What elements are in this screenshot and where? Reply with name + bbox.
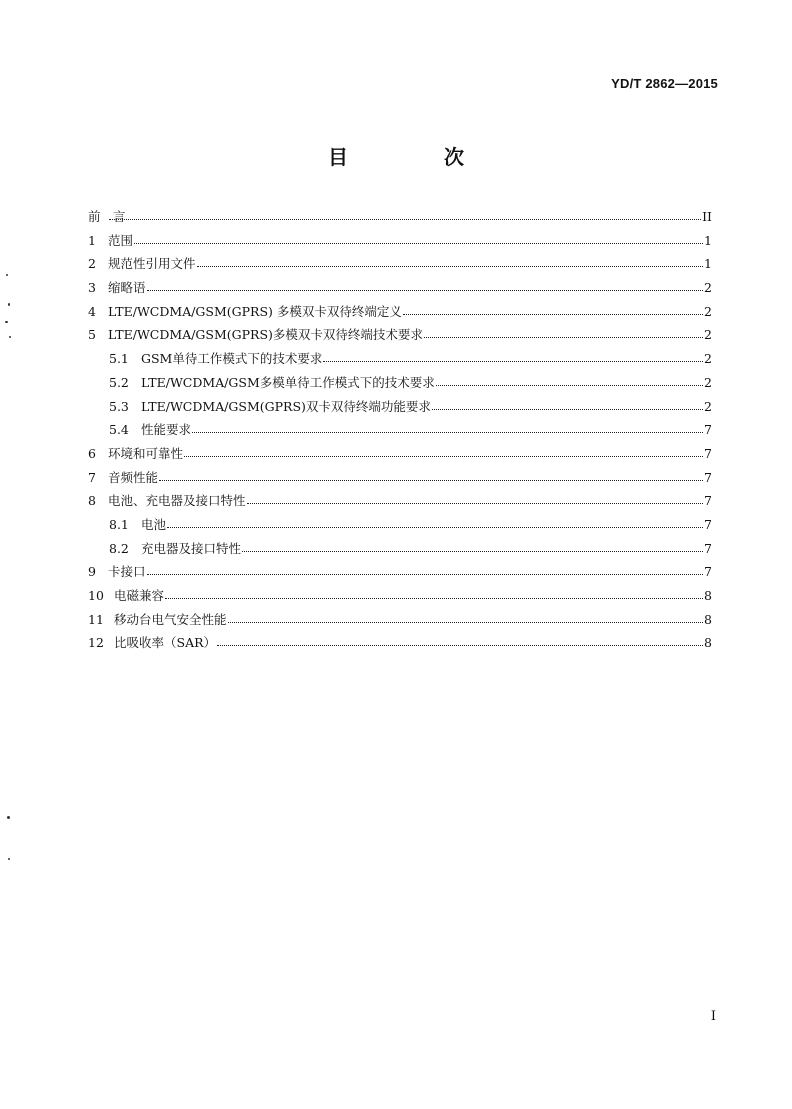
toc-entry-label: 环境和可靠性 — [108, 445, 184, 461]
toc-entry[interactable] — [88, 610, 712, 634]
toc-entry-page: 2 — [704, 327, 712, 343]
dot-leader — [247, 494, 703, 504]
toc-entry-number: 2 — [88, 256, 96, 272]
toc-entry-label: LTE/WCDMA/GSM多模单待工作模式下的技术要求 — [141, 374, 435, 390]
dot-leader — [147, 565, 703, 575]
toc-entry-number: 7 — [88, 469, 96, 485]
scan-speck — [6, 274, 8, 276]
toc-entry-label: LTE/WCDMA/GSM(GPRS) 多模双卡双待终端定义 — [108, 303, 402, 319]
toc-entry[interactable] — [88, 325, 712, 349]
toc-entry-label: 比吸收率（SAR） — [114, 635, 217, 651]
toc-entry[interactable] — [88, 515, 712, 539]
toc-entry-page: 1 — [704, 256, 712, 272]
toc-entry-label: GSM单待工作模式下的技术要求 — [141, 351, 323, 367]
toc-entry[interactable] — [88, 420, 712, 444]
toc-entry-label: 范围 — [108, 232, 134, 248]
toc-entry-page: 2 — [704, 280, 712, 296]
toc-entry-page: 8 — [704, 611, 712, 627]
toc-entry-page: 2 — [704, 398, 712, 414]
toc-entry-number: 5.3 — [109, 398, 129, 414]
dot-leader — [228, 613, 703, 623]
toc-entry[interactable] — [88, 302, 712, 326]
toc-entry-number: 8.2 — [109, 540, 129, 556]
toc-entry[interactable] — [88, 468, 712, 492]
toc-entry-number: 9 — [88, 564, 96, 580]
toc-entry-label: 电池、充电器及接口特性 — [108, 493, 246, 509]
toc-entry[interactable] — [88, 397, 712, 421]
toc-entry-number: 5.2 — [109, 374, 129, 390]
toc-entry-page: 7 — [704, 516, 712, 532]
scan-speck — [9, 336, 11, 338]
dot-leader — [159, 471, 703, 481]
toc-entry[interactable] — [88, 278, 712, 302]
toc-entry[interactable] — [88, 562, 712, 586]
toc-entry[interactable] — [88, 444, 712, 468]
table-of-contents — [88, 207, 712, 657]
toc-entry[interactable] — [88, 373, 712, 397]
toc-entry-page: 7 — [704, 564, 712, 580]
toc-entry-page: 7 — [704, 422, 712, 438]
scan-speck — [5, 321, 8, 323]
toc-entry-number: 10 — [88, 588, 104, 603]
toc-entry[interactable] — [88, 491, 712, 515]
toc-entry-page: 2 — [704, 351, 712, 367]
toc-entry-number: 5.4 — [109, 422, 129, 438]
toc-entry-page: 7 — [704, 445, 712, 461]
dot-leader — [432, 400, 703, 410]
toc-entry-page: 8 — [704, 588, 712, 603]
toc-entry-page: 2 — [704, 303, 712, 319]
toc-entry-page: 2 — [704, 374, 712, 390]
scan-speck — [7, 816, 10, 819]
toc-entry-page: 7 — [704, 469, 712, 485]
dot-leader — [167, 518, 703, 528]
toc-entry-number: 5 — [88, 327, 96, 343]
dot-leader — [242, 542, 703, 552]
toc-entry-label: 电磁兼容 — [114, 588, 165, 603]
toc-entry-label: 规范性引用文件 — [108, 256, 196, 272]
dot-leader — [403, 305, 703, 315]
toc-entry[interactable] — [88, 231, 712, 255]
dot-leader — [192, 423, 703, 433]
toc-entry-number: 5.1 — [109, 351, 129, 367]
scan-speck — [8, 858, 10, 860]
toc-entry-label: LTE/WCDMA/GSM(GPRS)多模双卡双待终端技术要求 — [108, 327, 423, 343]
toc-entry-page: 1 — [704, 232, 712, 248]
toc-entry-label: 移动台电气安全性能 — [114, 611, 227, 627]
dot-leader — [184, 447, 703, 457]
dot-leader — [109, 210, 701, 220]
scan-speck — [8, 303, 10, 306]
toc-entry-label: 卡接口 — [108, 564, 146, 580]
toc-entry[interactable] — [88, 633, 712, 657]
dot-leader — [217, 636, 703, 646]
toc-entry-label: 缩略语 — [108, 280, 146, 296]
page-number: I — [710, 1009, 716, 1024]
dot-leader — [323, 352, 703, 362]
toc-entry[interactable] — [88, 586, 712, 610]
toc-entry-number: 8 — [88, 493, 96, 509]
toc-entry-label: 电池 — [141, 516, 167, 532]
toc-entry-number: 12 — [88, 635, 104, 651]
dot-leader — [197, 257, 703, 267]
toc-entry[interactable] — [88, 539, 712, 563]
toc-entry[interactable] — [88, 207, 712, 231]
toc-entry-number: 3 — [88, 280, 96, 296]
toc-entry-number: 前 言 — [88, 209, 126, 224]
page-title: 目 次 — [328, 145, 502, 169]
toc-entry-number: 6 — [88, 445, 96, 461]
toc-entry-number: 11 — [88, 611, 104, 627]
toc-entry-page: 7 — [704, 540, 712, 556]
toc-entry-label: 充电器及接口特性 — [141, 540, 242, 556]
toc-entry-number: 8.1 — [109, 516, 129, 532]
toc-entry[interactable] — [88, 254, 712, 278]
toc-entry-page: II — [702, 209, 712, 224]
dot-leader — [134, 234, 703, 244]
dot-leader — [424, 328, 703, 338]
toc-entry-page: 8 — [704, 635, 712, 651]
standard-code: YD/T 2862—2015 — [611, 76, 718, 91]
dot-leader — [147, 281, 703, 291]
toc-entry-label: 音频性能 — [108, 469, 159, 485]
toc-entry-number: 1 — [88, 232, 96, 248]
dot-leader — [436, 376, 703, 386]
toc-entry-number: 4 — [88, 303, 96, 319]
toc-entry-page: 7 — [704, 493, 712, 509]
toc-entry-label: 性能要求 — [141, 422, 192, 438]
toc-entry-label: LTE/WCDMA/GSM(GPRS)双卡双待终端功能要求 — [141, 398, 431, 414]
toc-entry[interactable] — [88, 349, 712, 373]
dot-leader — [165, 589, 703, 599]
